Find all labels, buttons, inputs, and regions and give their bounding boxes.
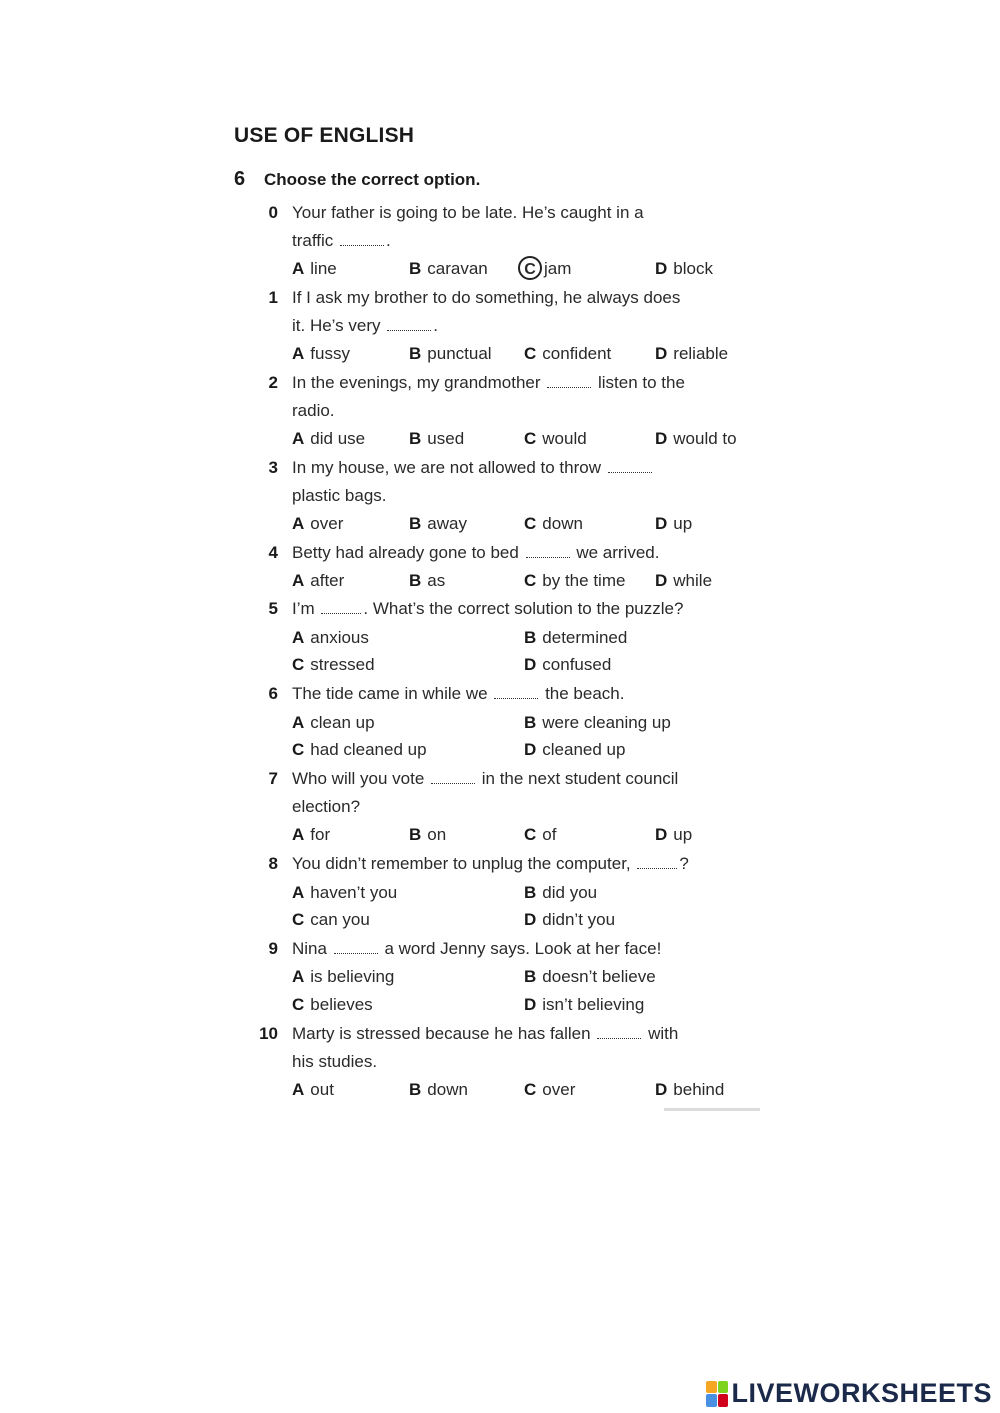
- option-a[interactable]: A over: [292, 514, 344, 533]
- option-b[interactable]: B on: [409, 825, 447, 844]
- option-d[interactable]: D would to: [655, 429, 737, 448]
- question-number: 10: [259, 1024, 278, 1043]
- question-text: Marty is stressed because he has fallen with: [292, 1024, 679, 1043]
- option-c[interactable]: C can you: [292, 910, 370, 929]
- logo-tile: [706, 1381, 717, 1394]
- question-number: 1: [268, 288, 278, 307]
- answer-blank[interactable]: [547, 375, 591, 388]
- option-a[interactable]: A line: [292, 259, 337, 278]
- option-d[interactable]: D confused: [524, 655, 612, 674]
- option-b[interactable]: B doesn’t believe: [524, 967, 656, 986]
- selected-answer-circle: C: [518, 256, 542, 280]
- question-number: 5: [268, 599, 278, 618]
- option-b[interactable]: B used: [409, 429, 465, 448]
- question-text: Your father is going to be late. He’s caught in a: [292, 203, 644, 222]
- option-c[interactable]: C stressed: [292, 655, 375, 674]
- option-a[interactable]: A out: [292, 1080, 334, 1099]
- answer-blank[interactable]: [387, 318, 431, 331]
- answer-blank[interactable]: [334, 941, 378, 954]
- question-text: If I ask my brother to do something, he always does: [292, 288, 681, 307]
- option-d[interactable]: D while: [655, 571, 713, 590]
- option-c[interactable]: C confident: [524, 344, 612, 363]
- option-d[interactable]: D up: [655, 514, 693, 533]
- answer-blank[interactable]: [494, 686, 538, 699]
- option-d[interactable]: D didn’t you: [524, 910, 616, 929]
- option-b[interactable]: B caravan: [409, 259, 488, 278]
- question-number: 2: [268, 373, 278, 392]
- option-d[interactable]: D cleaned up: [524, 740, 626, 759]
- logo-tile: [718, 1381, 729, 1394]
- question-text: traffic .: [292, 231, 391, 250]
- option-c[interactable]: C had cleaned up: [292, 740, 427, 759]
- option-a[interactable]: A did use: [292, 429, 366, 448]
- option-c[interactable]: C down: [524, 514, 583, 533]
- question-text: Nina a word Jenny says. Look at her face!: [292, 939, 662, 958]
- question-text: In the evenings, my grandmother listen to the: [292, 373, 685, 392]
- option-b[interactable]: B down: [409, 1080, 468, 1099]
- exercise-instruction: Choose the correct option.: [264, 170, 481, 189]
- answer-blank[interactable]: [637, 856, 677, 869]
- option-c-selected[interactable]: C jam: [518, 256, 571, 280]
- option-d[interactable]: D isn’t believing: [524, 995, 645, 1014]
- question-text: I’m . What’s the correct solution to the puzzle?: [292, 599, 684, 618]
- option-a[interactable]: A fussy: [292, 344, 350, 363]
- question-text: The tide came in while we the beach.: [292, 684, 625, 703]
- question-number: 9: [268, 939, 278, 958]
- question-text: radio.: [292, 401, 335, 420]
- option-c[interactable]: C over: [524, 1080, 576, 1099]
- question-number: 7: [268, 769, 278, 788]
- option-b[interactable]: B away: [409, 514, 467, 533]
- option-a[interactable]: A is believing: [292, 967, 395, 986]
- answer-blank[interactable]: [608, 460, 652, 473]
- option-a[interactable]: A for: [292, 825, 331, 844]
- brand-logo-icon: [706, 1381, 728, 1407]
- answer-blank[interactable]: [431, 771, 475, 784]
- question-text: his studies.: [292, 1052, 378, 1071]
- option-a[interactable]: A after: [292, 571, 345, 590]
- question-number: 0: [268, 203, 278, 222]
- option-b[interactable]: B as: [409, 571, 446, 590]
- section-title: USE OF ENGLISH: [234, 124, 415, 147]
- question-text: election?: [292, 797, 361, 816]
- option-a[interactable]: A haven’t you: [292, 883, 398, 902]
- option-d[interactable]: D reliable: [655, 344, 729, 363]
- option-a[interactable]: A clean up: [292, 713, 375, 732]
- answer-blank[interactable]: [321, 601, 361, 614]
- question-number: 6: [268, 684, 278, 703]
- option-d[interactable]: D block: [655, 259, 713, 278]
- exercise-number: 6: [234, 168, 246, 190]
- option-b[interactable]: B were cleaning up: [524, 713, 671, 732]
- option-c[interactable]: C believes: [292, 995, 373, 1014]
- option-a[interactable]: A anxious: [292, 628, 369, 647]
- option-b[interactable]: B punctual: [409, 344, 492, 363]
- option-c[interactable]: C of: [524, 825, 557, 844]
- decorative-underline: [664, 1108, 760, 1111]
- logo-tile: [718, 1394, 729, 1407]
- option-b[interactable]: B did you: [524, 883, 598, 902]
- brand-watermark[interactable]: [706, 1378, 992, 1409]
- question-number: 8: [268, 854, 278, 873]
- question-text: Betty had already gone to bed we arrived.: [292, 543, 660, 562]
- question-text: Who will you vote in the next student council: [292, 769, 679, 788]
- answer-blank[interactable]: [526, 545, 570, 558]
- option-b[interactable]: B determined: [524, 628, 628, 647]
- brand-name: LIVEWORKSHEETS: [731, 1378, 992, 1408]
- question-number: 3: [268, 458, 278, 477]
- option-c[interactable]: C by the time: [524, 571, 626, 590]
- logo-tile: [706, 1394, 717, 1407]
- question-number: 4: [268, 543, 278, 562]
- option-d[interactable]: D behind: [655, 1080, 725, 1099]
- question-text: In my house, we are not allowed to throw: [292, 458, 654, 478]
- question-text: it. He’s very .: [292, 316, 438, 335]
- question-text: You didn’t remember to unplug the computer, ?: [292, 854, 689, 873]
- question-text: plastic bags.: [292, 486, 387, 505]
- option-c[interactable]: C would: [524, 429, 587, 448]
- option-d[interactable]: D up: [655, 825, 693, 844]
- answer-blank[interactable]: [597, 1026, 641, 1039]
- answer-blank[interactable]: [340, 233, 384, 246]
